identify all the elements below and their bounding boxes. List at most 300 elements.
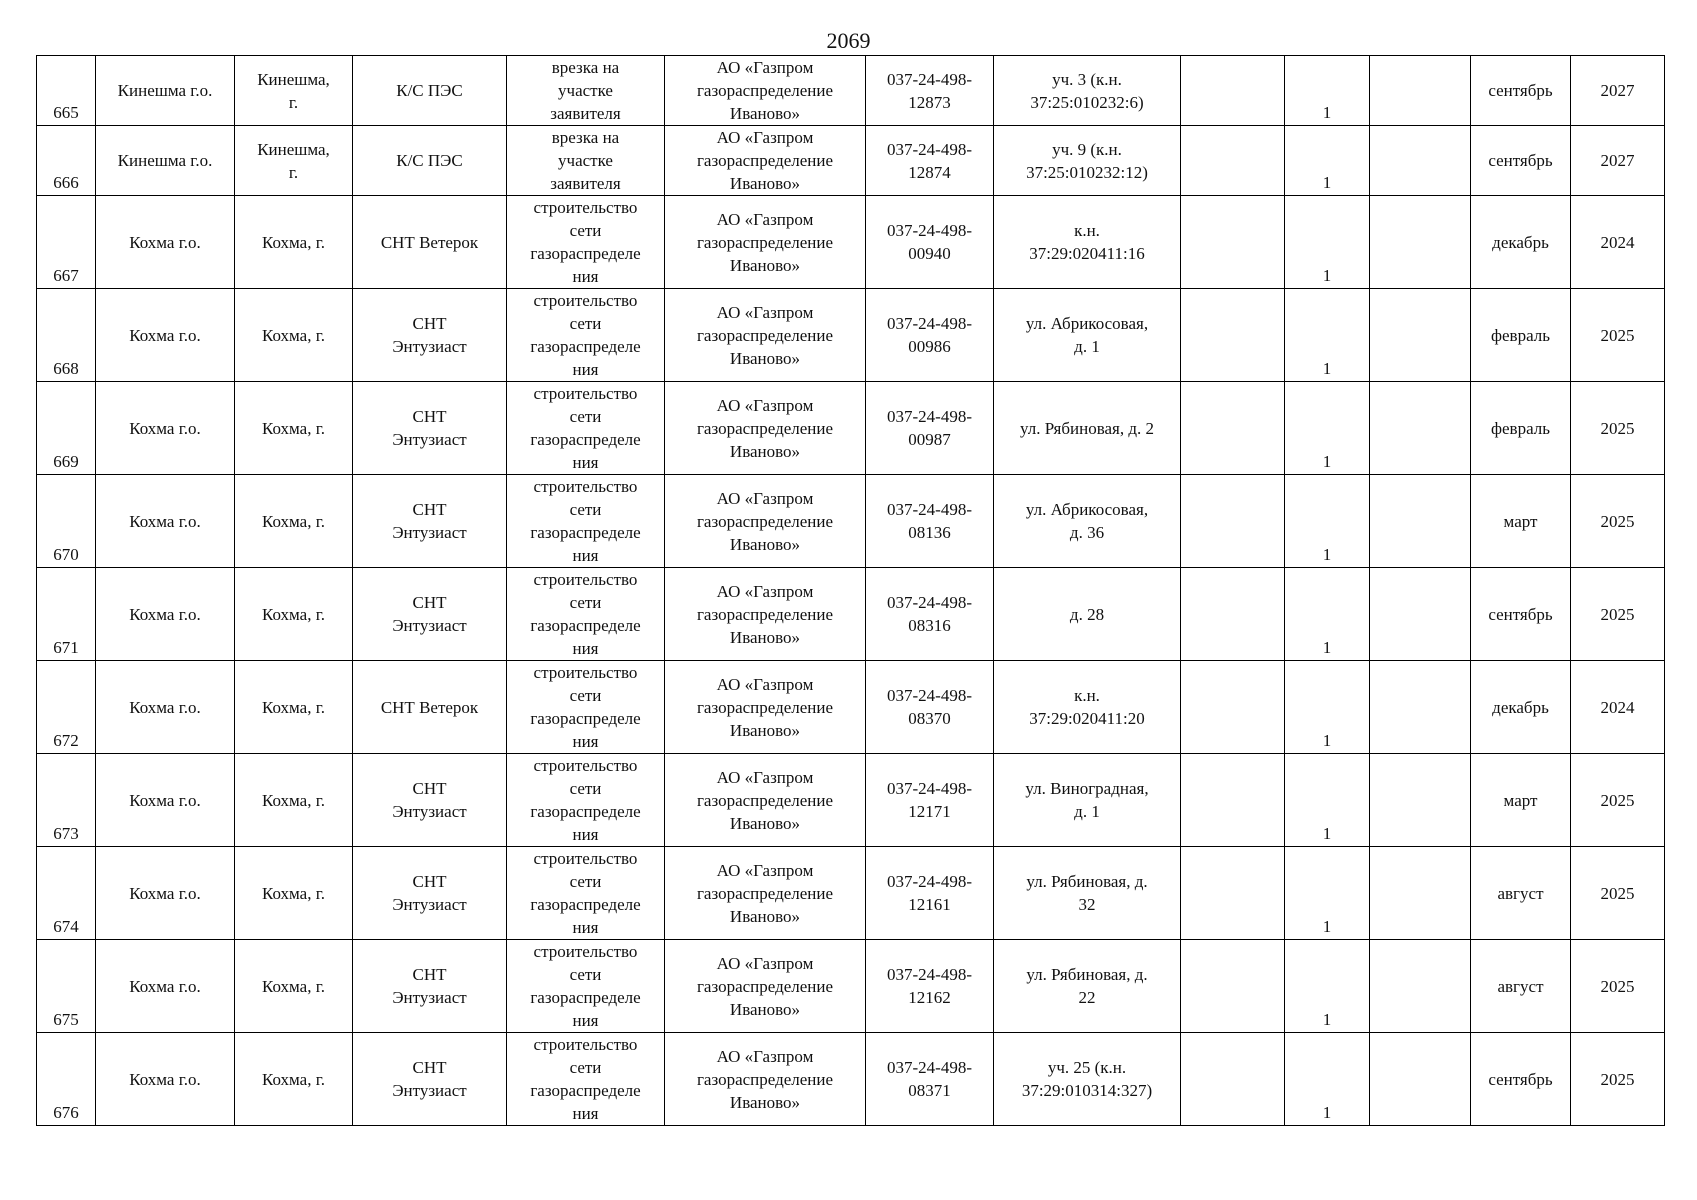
address-cell (994, 126, 1181, 196)
address-cell (994, 568, 1181, 661)
empty-cell (1181, 196, 1285, 289)
locality-cell-text: Кохма, г. (261, 883, 326, 903)
application-code-cell (866, 382, 994, 475)
table-row (37, 475, 1665, 568)
year-cell-text: 2025 (1600, 604, 1635, 624)
application-code-cell-text: 037-24-498- 00986 (887, 314, 972, 356)
address-cell (994, 196, 1181, 289)
count-cell-text: 1 (1322, 266, 1332, 285)
count-cell-text: 1 (1322, 917, 1332, 936)
organization-cell-text: АО «Газпром газораспределение Иваново» (696, 58, 834, 123)
year-cell (1571, 661, 1665, 754)
work-type-cell-text: врезка на участке заявителя (550, 58, 621, 123)
organization-cell (665, 196, 866, 289)
application-code-cell-text: 037-24-498- 00940 (887, 221, 972, 263)
object-cell-text: СНТ Ветерок (380, 232, 479, 252)
count-cell (1285, 1033, 1370, 1126)
application-code-cell (866, 475, 994, 568)
row-number (37, 754, 96, 847)
empty-cell (1181, 475, 1285, 568)
locality-cell (235, 126, 353, 196)
address-cell-text: к.н. 37:29:020411:20 (1029, 686, 1145, 728)
application-code-cell (866, 661, 994, 754)
year-cell-text: 2027 (1600, 151, 1635, 170)
object-cell (353, 382, 507, 475)
month-cell-text: сентябрь (1488, 604, 1553, 624)
year-cell (1571, 568, 1665, 661)
object-cell (353, 126, 507, 196)
empty-cell (1181, 661, 1285, 754)
object-cell-text: СНТ Ветерок (380, 697, 479, 717)
address-cell-text: ул. Рябиновая, д. 32 (1026, 872, 1148, 914)
empty-cell (1181, 940, 1285, 1033)
row-number (37, 289, 96, 382)
work-type-cell (507, 1033, 665, 1126)
month-cell-text: март (1503, 511, 1538, 531)
month-cell-text: сентябрь (1488, 1069, 1553, 1089)
district-cell-text: Кохма г.о. (129, 604, 201, 624)
month-cell (1471, 289, 1571, 382)
row-number (37, 382, 96, 475)
count-cell-text: 1 (1322, 359, 1332, 378)
year-cell (1571, 1033, 1665, 1126)
empty-cell (1370, 289, 1471, 382)
organization-cell (665, 847, 866, 940)
address-cell-text: к.н. 37:29:020411:16 (1029, 221, 1145, 263)
table-row (37, 382, 1665, 475)
district-cell (96, 475, 235, 568)
count-cell (1285, 475, 1370, 568)
organization-cell-text: АО «Газпром газораспределение Иваново» (696, 581, 834, 647)
empty-cell (1181, 754, 1285, 847)
organization-cell (665, 382, 866, 475)
registry-table (36, 55, 1665, 1126)
count-cell (1285, 289, 1370, 382)
work-type-cell-text: строительство сети газораспределе ния (530, 384, 641, 472)
application-code-cell-text: 037-24-498- 08370 (887, 686, 972, 728)
year-cell (1571, 475, 1665, 568)
count-cell-text: 1 (1322, 452, 1332, 471)
address-cell (994, 382, 1181, 475)
district-cell (96, 1033, 235, 1126)
application-code-cell-text: 037-24-498- 12873 (887, 69, 972, 112)
year-cell-text: 2025 (1600, 883, 1635, 903)
address-cell-text: уч. 9 (к.н. 37:25:010232:12) (1026, 139, 1148, 182)
count-cell (1285, 568, 1370, 661)
work-type-cell (507, 56, 665, 126)
work-type-cell (507, 475, 665, 568)
empty-cell (1370, 126, 1471, 196)
year-cell-text: 2025 (1600, 418, 1635, 438)
locality-cell (235, 661, 353, 754)
year-cell (1571, 196, 1665, 289)
district-cell (96, 568, 235, 661)
district-cell-text: Кохма г.о. (129, 790, 201, 810)
table-row (37, 847, 1665, 940)
row-number-text: 665 (53, 103, 79, 122)
work-type-cell (507, 847, 665, 940)
object-cell-text: СНТ Энтузиаст (392, 500, 467, 542)
empty-cell (1181, 382, 1285, 475)
empty-cell (1370, 754, 1471, 847)
address-cell (994, 1033, 1181, 1126)
object-cell-text: СНТ Энтузиаст (392, 872, 467, 914)
locality-cell (235, 1033, 353, 1126)
organization-cell (665, 940, 866, 1033)
count-cell-text: 1 (1322, 1103, 1332, 1122)
application-code-cell (866, 847, 994, 940)
year-cell (1571, 126, 1665, 196)
work-type-cell-text: строительство сети газораспределе ния (530, 663, 641, 751)
locality-cell (235, 56, 353, 126)
object-cell (353, 568, 507, 661)
organization-cell (665, 1033, 866, 1126)
organization-cell-text: АО «Газпром газораспределение Иваново» (696, 1046, 834, 1112)
object-cell (353, 196, 507, 289)
organization-cell (665, 475, 866, 568)
count-cell-text: 1 (1322, 103, 1332, 122)
object-cell (353, 56, 507, 126)
work-type-cell-text: строительство сети газораспределе ния (530, 849, 641, 937)
object-cell (353, 289, 507, 382)
month-cell (1471, 382, 1571, 475)
application-code-cell (866, 1033, 994, 1126)
district-cell (96, 196, 235, 289)
district-cell (96, 289, 235, 382)
locality-cell-text: Кохма, г. (261, 1069, 326, 1089)
row-number (37, 475, 96, 568)
row-number-text: 673 (53, 824, 79, 843)
district-cell-text: Кохма г.о. (129, 1069, 201, 1089)
empty-cell (1181, 847, 1285, 940)
object-cell (353, 475, 507, 568)
count-cell-text: 1 (1322, 1010, 1332, 1029)
locality-cell (235, 382, 353, 475)
application-code-cell (866, 56, 994, 126)
locality-cell (235, 568, 353, 661)
locality-cell-text: Кохма, г. (261, 976, 326, 996)
object-cell (353, 754, 507, 847)
application-code-cell (866, 754, 994, 847)
empty-cell (1370, 568, 1471, 661)
row-number (37, 56, 96, 126)
district-cell (96, 56, 235, 126)
object-cell-text: К/С ПЭС (396, 151, 463, 170)
row-number-text: 668 (53, 359, 79, 378)
district-cell-text: Кохма г.о. (129, 883, 201, 903)
table-row (37, 661, 1665, 754)
month-cell-text: сентябрь (1488, 151, 1553, 170)
locality-cell (235, 475, 353, 568)
row-number-text: 676 (53, 1103, 79, 1122)
month-cell-text: сентябрь (1488, 81, 1553, 100)
address-cell-text: уч. 25 (к.н. 37:29:010314:327) (1021, 1058, 1153, 1100)
table-row (37, 940, 1665, 1033)
row-number-text: 671 (53, 638, 79, 657)
work-type-cell (507, 382, 665, 475)
empty-cell (1370, 382, 1471, 475)
application-code-cell-text: 037-24-498- 08371 (887, 1058, 972, 1100)
month-cell (1471, 847, 1571, 940)
object-cell-text: СНТ Энтузиаст (392, 314, 467, 356)
empty-cell (1181, 289, 1285, 382)
district-cell-text: Кохма г.о. (129, 697, 201, 717)
address-cell-text: ул. Абрикосовая, д. 1 (1025, 314, 1149, 356)
locality-cell-text: Кинешма, г. (257, 139, 330, 182)
object-cell (353, 1033, 507, 1126)
count-cell (1285, 754, 1370, 847)
month-cell (1471, 196, 1571, 289)
application-code-cell-text: 037-24-498- 12162 (887, 965, 972, 1007)
month-cell (1471, 126, 1571, 196)
district-cell-text: Кохма г.о. (129, 976, 201, 996)
table-body (37, 56, 1665, 1126)
organization-cell (665, 754, 866, 847)
organization-cell (665, 661, 866, 754)
application-code-cell-text: 037-24-498- 12874 (887, 139, 972, 182)
work-type-cell-text: строительство сети газораспределе ния (530, 570, 641, 658)
year-cell-text: 2025 (1600, 976, 1635, 996)
address-cell (994, 475, 1181, 568)
month-cell (1471, 940, 1571, 1033)
table-row (37, 126, 1665, 196)
application-code-cell-text: 037-24-498- 00987 (887, 407, 972, 449)
work-type-cell (507, 289, 665, 382)
month-cell (1471, 56, 1571, 126)
application-code-cell-text: 037-24-498- 12161 (887, 872, 972, 914)
object-cell (353, 940, 507, 1033)
application-code-cell (866, 196, 994, 289)
empty-cell (1370, 1033, 1471, 1126)
organization-cell-text: АО «Газпром газораспределение Иваново» (696, 674, 834, 740)
object-cell-text: СНТ Энтузиаст (392, 407, 467, 449)
month-cell (1471, 754, 1571, 847)
work-type-cell (507, 126, 665, 196)
empty-cell (1370, 940, 1471, 1033)
table-row (37, 56, 1665, 126)
organization-cell (665, 56, 866, 126)
year-cell (1571, 940, 1665, 1033)
count-cell (1285, 126, 1370, 196)
year-cell (1571, 382, 1665, 475)
locality-cell-text: Кинешма, г. (257, 69, 330, 112)
address-cell-text: ул. Виноградная, д. 1 (1025, 779, 1149, 821)
organization-cell-text: АО «Газпром газораспределение Иваново» (696, 488, 834, 554)
district-cell-text: Кохма г.о. (129, 418, 201, 438)
month-cell-text: февраль (1490, 325, 1551, 345)
organization-cell (665, 126, 866, 196)
address-cell (994, 56, 1181, 126)
locality-cell-text: Кохма, г. (261, 790, 326, 810)
work-type-cell (507, 754, 665, 847)
year-cell-text: 2024 (1600, 232, 1635, 252)
locality-cell (235, 289, 353, 382)
organization-cell (665, 568, 866, 661)
work-type-cell (507, 568, 665, 661)
application-code-cell (866, 126, 994, 196)
row-number-text: 672 (53, 731, 79, 750)
row-number-text: 675 (53, 1010, 79, 1029)
object-cell-text: СНТ Энтузиаст (392, 1058, 467, 1100)
address-cell-text: д. 28 (1069, 604, 1105, 624)
application-code-cell-text: 037-24-498- 12171 (887, 779, 972, 821)
empty-cell (1181, 1033, 1285, 1126)
locality-cell-text: Кохма, г. (261, 418, 326, 438)
organization-cell (665, 289, 866, 382)
table-row (37, 289, 1665, 382)
district-cell (96, 661, 235, 754)
month-cell (1471, 661, 1571, 754)
object-cell-text: СНТ Энтузиаст (392, 779, 467, 821)
count-cell-text: 1 (1322, 731, 1332, 750)
work-type-cell-text: строительство сети газораспределе ния (530, 198, 641, 286)
object-cell-text: СНТ Энтузиаст (392, 593, 467, 635)
organization-cell-text: АО «Газпром газораспределение Иваново» (696, 209, 834, 275)
application-code-cell (866, 289, 994, 382)
empty-cell (1370, 661, 1471, 754)
row-number-text: 674 (53, 917, 79, 936)
table-row (37, 1033, 1665, 1126)
district-cell-text: Кинешма г.о. (117, 151, 213, 170)
row-number-text: 669 (53, 452, 79, 471)
work-type-cell-text: строительство сети газораспределе ния (530, 291, 641, 379)
count-cell-text: 1 (1322, 173, 1332, 192)
table-row (37, 568, 1665, 661)
object-cell-text: К/С ПЭС (396, 81, 463, 100)
address-cell (994, 847, 1181, 940)
month-cell-text: декабрь (1492, 232, 1549, 252)
locality-cell (235, 847, 353, 940)
organization-cell-text: АО «Газпром газораспределение Иваново» (696, 395, 834, 461)
address-cell-text: ул. Абрикосовая, д. 36 (1025, 500, 1149, 542)
year-cell (1571, 289, 1665, 382)
empty-cell (1370, 847, 1471, 940)
count-cell-text: 1 (1322, 638, 1332, 657)
empty-cell (1370, 196, 1471, 289)
count-cell (1285, 196, 1370, 289)
empty-cell (1181, 56, 1285, 126)
empty-cell (1370, 475, 1471, 568)
district-cell (96, 940, 235, 1033)
month-cell-text: август (1497, 976, 1544, 996)
empty-cell (1181, 568, 1285, 661)
organization-cell-text: АО «Газпром газораспределение Иваново» (696, 302, 834, 368)
locality-cell-text: Кохма, г. (261, 325, 326, 345)
empty-cell (1181, 126, 1285, 196)
address-cell (994, 940, 1181, 1033)
row-number-text: 667 (53, 266, 79, 285)
year-cell (1571, 847, 1665, 940)
month-cell (1471, 1033, 1571, 1126)
work-type-cell-text: строительство сети газораспределе ния (530, 942, 641, 1030)
application-code-cell-text: 037-24-498- 08136 (887, 500, 972, 542)
count-cell-text: 1 (1322, 824, 1332, 843)
count-cell-text: 1 (1322, 545, 1332, 564)
object-cell (353, 847, 507, 940)
page-number: 2069 (826, 28, 871, 53)
district-cell-text: Кохма г.о. (129, 325, 201, 345)
locality-cell (235, 940, 353, 1033)
row-number (37, 940, 96, 1033)
locality-cell-text: Кохма, г. (261, 511, 326, 531)
locality-cell (235, 754, 353, 847)
locality-cell-text: Кохма, г. (261, 697, 326, 717)
row-number-text: 670 (53, 545, 79, 564)
count-cell (1285, 940, 1370, 1033)
work-type-cell-text: строительство сети газораспределе ния (530, 1035, 641, 1123)
table-row (37, 754, 1665, 847)
district-cell-text: Кохма г.о. (129, 232, 201, 252)
work-type-cell (507, 196, 665, 289)
month-cell (1471, 568, 1571, 661)
year-cell (1571, 56, 1665, 126)
district-cell (96, 126, 235, 196)
district-cell (96, 382, 235, 475)
work-type-cell (507, 940, 665, 1033)
locality-cell-text: Кохма, г. (261, 604, 326, 624)
month-cell-text: декабрь (1492, 697, 1549, 717)
year-cell-text: 2025 (1600, 790, 1635, 810)
year-cell-text: 2027 (1600, 81, 1635, 100)
work-type-cell (507, 661, 665, 754)
application-code-cell (866, 568, 994, 661)
table-row (37, 196, 1665, 289)
object-cell (353, 661, 507, 754)
organization-cell-text: АО «Газпром газораспределение Иваново» (696, 953, 834, 1019)
district-cell (96, 847, 235, 940)
district-cell (96, 754, 235, 847)
count-cell (1285, 382, 1370, 475)
row-number (37, 847, 96, 940)
address-cell (994, 754, 1181, 847)
locality-cell-text: Кохма, г. (261, 232, 326, 252)
address-cell (994, 661, 1181, 754)
application-code-cell-text: 037-24-498- 08316 (887, 593, 972, 635)
object-cell-text: СНТ Энтузиаст (392, 965, 467, 1007)
address-cell-text: ул. Рябиновая, д. 2 (1019, 418, 1155, 438)
row-number (37, 568, 96, 661)
empty-cell (1370, 56, 1471, 126)
year-cell-text: 2024 (1600, 697, 1635, 717)
work-type-cell-text: строительство сети газораспределе ния (530, 477, 641, 565)
work-type-cell-text: строительство сети газораспределе ния (530, 756, 641, 844)
work-type-cell-text: врезка на участке заявителя (550, 128, 621, 193)
locality-cell (235, 196, 353, 289)
organization-cell-text: АО «Газпром газораспределение Иваново» (696, 767, 834, 833)
year-cell-text: 2025 (1600, 325, 1635, 345)
month-cell-text: февраль (1490, 418, 1551, 438)
row-number (37, 1033, 96, 1126)
address-cell (994, 289, 1181, 382)
district-cell-text: Кохма г.о. (129, 511, 201, 531)
row-number (37, 126, 96, 196)
application-code-cell (866, 940, 994, 1033)
year-cell-text: 2025 (1600, 1069, 1635, 1089)
count-cell (1285, 56, 1370, 126)
address-cell-text: уч. 3 (к.н. 37:25:010232:6) (1030, 69, 1144, 112)
year-cell (1571, 754, 1665, 847)
row-number-text: 666 (53, 173, 79, 192)
year-cell-text: 2025 (1600, 511, 1635, 531)
count-cell (1285, 847, 1370, 940)
row-number (37, 196, 96, 289)
district-cell-text: Кинешма г.о. (117, 81, 213, 100)
count-cell (1285, 661, 1370, 754)
organization-cell-text: АО «Газпром газораспределение Иваново» (696, 860, 834, 926)
row-number (37, 661, 96, 754)
month-cell-text: август (1497, 883, 1544, 903)
address-cell-text: ул. Рябиновая, д. 22 (1026, 965, 1148, 1007)
